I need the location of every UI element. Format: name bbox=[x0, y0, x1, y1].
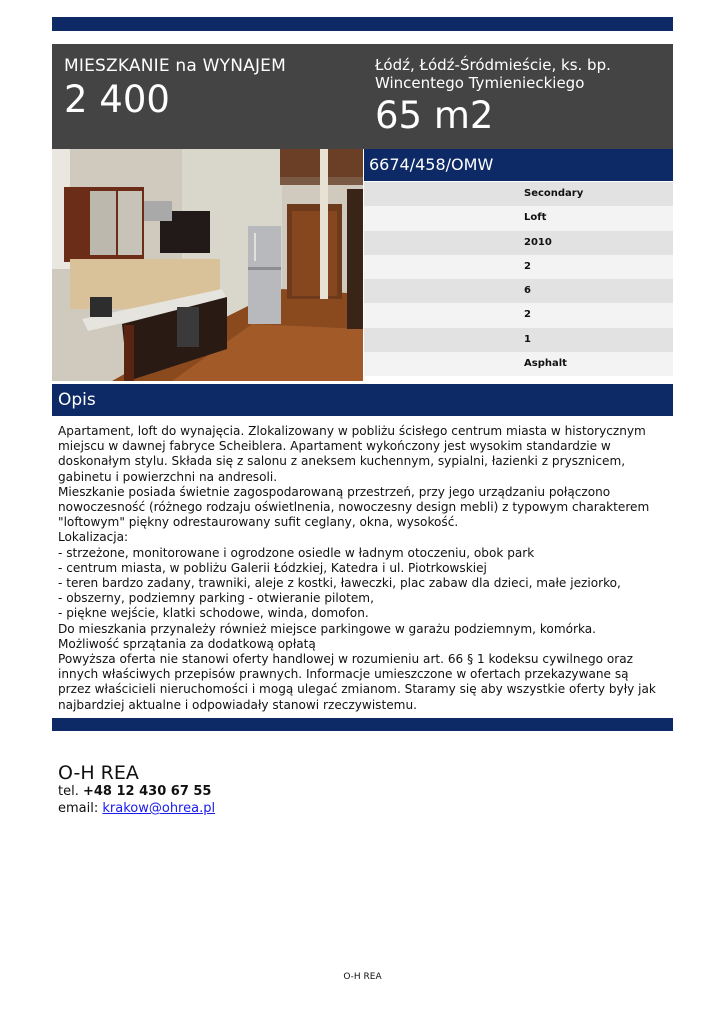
description-line: Do mieszkania przynależy również miejsce parkingowe w garażu podziemnym, komórka. bbox=[58, 621, 597, 636]
description-line: Mieszkanie posiada świetnie zagospodarowaną przestrzeń, przy jego urządzaniu połączono bbox=[58, 484, 611, 499]
param-year: 2010 bbox=[364, 231, 673, 255]
listing-header bbox=[52, 44, 673, 149]
description-heading: Opis bbox=[52, 384, 673, 416]
listing-price: 2 400 bbox=[64, 78, 170, 121]
description-line: - teren bardzo zadany, trawniki, aleje z kostki, ławeczki, plac zabaw dla dzieci, małe jeziorko, bbox=[58, 576, 621, 591]
param-building-type: Loft bbox=[364, 206, 673, 230]
section-divider-bar bbox=[52, 718, 673, 731]
description-line: "loftowym" piękny odrestaurowany sufit ceglany, okna, wysokość. bbox=[58, 515, 459, 530]
param-floors: 6 bbox=[364, 279, 673, 303]
param-bathrooms: 1 bbox=[364, 328, 673, 352]
phone-line bbox=[58, 784, 211, 799]
description-line: - obszerny, podziemny parking - otwieranie pilotem, bbox=[58, 591, 374, 606]
top-accent-bar bbox=[52, 17, 673, 31]
description-line: Apartament, loft do wynajęcia. Zlokalizowany w pobliżu ścisłego centrum miasta w historycznym bbox=[58, 424, 646, 438]
reference-number: 6674/458/OMW bbox=[364, 149, 673, 181]
description-line: nowoczesność (różnego rodzaju oświetlnenia, nowoczesny design mebli) z typowym charakterem bbox=[58, 500, 650, 515]
description-line: doskonałym stylu. Składa się z salonu z aneksem kuchennym, sypialni, łazienki z prysznicem, bbox=[58, 454, 626, 469]
param-rooms: 2 bbox=[364, 255, 673, 279]
description-line: - piękne wejście, klatki schodowe, winda, domofon. bbox=[58, 606, 369, 621]
phone-number: +48 12 430 67 55 bbox=[82, 784, 212, 799]
description-line: przez właścicieli nieruchomości i mogą ulegać zmianom. Staramy się aby wszystkie oferty były jak bbox=[58, 682, 656, 697]
email-label: email: bbox=[58, 801, 99, 816]
description-line: miejscu w dawnej fabryce Scheiblera. Apartament wykończony jest wysokim standardzie w bbox=[58, 439, 611, 454]
page-footer: O-H REA bbox=[343, 972, 382, 982]
listing-address: Łódź, Łódź-Śródmieście, ks. bp. Wincentego Tymienieckiego bbox=[375, 56, 611, 92]
description-text bbox=[58, 424, 670, 713]
email-link[interactable]: krakow@ohrea.pl bbox=[102, 801, 216, 816]
email-line bbox=[58, 801, 215, 816]
param-access-road: Asphalt bbox=[364, 352, 673, 376]
description-line: Lokalizacja: bbox=[58, 530, 129, 545]
description-line: innych właściwych przepisów prawnych. Informacje umieszczone w ofertach przekazywane są bbox=[58, 667, 629, 682]
description-line: najbardziej aktualne i odpowiadały stanowi rzeczywistemu. bbox=[58, 697, 417, 712]
apartment-photo bbox=[52, 149, 363, 381]
param-market: Secondary bbox=[364, 182, 673, 206]
description-line: - strzeżone, monitorowane i ogrodzone osiedle w ładnym otoczeniu, obok park bbox=[58, 545, 535, 560]
description-line: Powyższa oferta nie stanowi oferty handlowej w rozumieniu art. 66 § 1 kodeksu cywilnego oraz bbox=[58, 652, 633, 667]
listing-area: 65 m2 bbox=[375, 94, 494, 137]
description-line: Możliwość sprzątania za dodatkową opłatą bbox=[58, 636, 316, 651]
description-line: gabinetu i powierzchni na andresoli. bbox=[58, 469, 278, 484]
param-floor: 2 bbox=[364, 303, 673, 327]
agency-name: O-H REA bbox=[58, 762, 139, 784]
description-line: - centrum miasta, w pobliżu Galerii Łódzkiej, Katedra i ul. Piotrkowskiej bbox=[58, 560, 487, 575]
listing-type: MIESZKANIE na WYNAJEM bbox=[64, 56, 286, 76]
parameters-table bbox=[364, 182, 673, 376]
phone-label: tel. bbox=[58, 784, 79, 799]
